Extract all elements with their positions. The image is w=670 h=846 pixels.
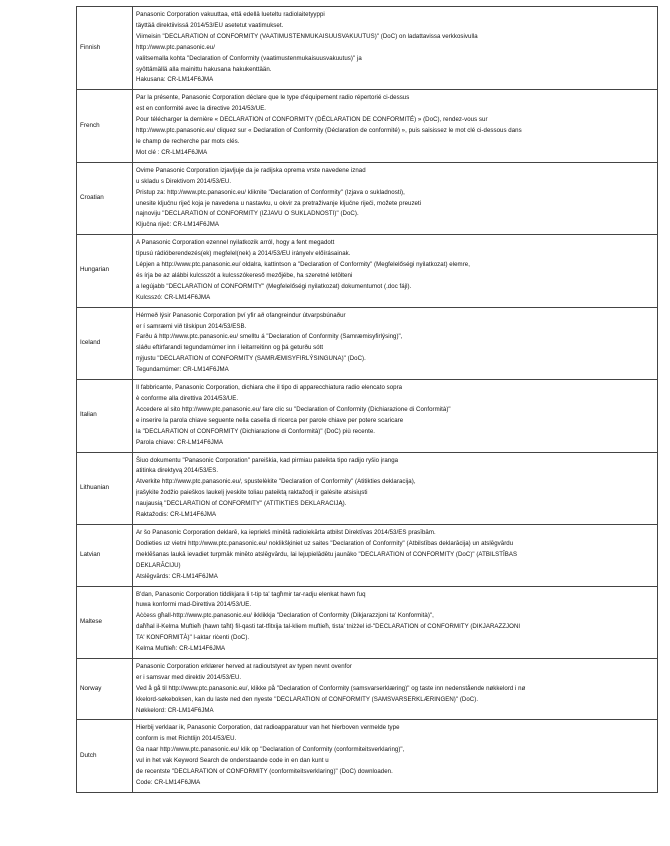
declaration-line: Panasonic Corporation erklærer herved at radioutstyret av typen nevnt ovenfor [136,662,352,670]
language-row [77,586,658,658]
declaration-line: Accedere al sito http://www.ptc.panasonic.eu/ fare clic su "Declaration of Conformity (Dichiarazione di Conformità)" [136,405,451,413]
declaration-line: Ključna riječ: CR-LM14F6JMA [136,221,219,229]
language-row [77,658,658,720]
declaration-line: Parola chiave: CR-LM14F6JMA [136,438,224,446]
declaration-line: Il fabbricante, Panasonic Corporation, dichiara che il tipo di apparecchiatura radio elencato sopra [136,384,403,392]
declaration-line: http://www.ptc.panasonic.eu/ cliquez sur « Declaration of Conformity (Déclaration de conformité) », puis saisissez le mot clé ci-dessous dans [136,127,522,135]
language-row [77,162,658,234]
language-label: Dutch [77,720,133,792]
declaration-line: le champ de recherche par mots clés. [136,137,240,145]
language-label: Finnish [77,7,133,90]
declaration-line: atitinka direktyvą 2014/53/ES. [136,467,219,475]
declaration-line: e inserire la parola chiave seguente nella casella di ricerca per parole chiave per potere scaricare [136,416,404,424]
language-label: Lithuanian [77,452,133,524]
declaration-line: Lépjen a http://www.ptc.panasonic.eu/ oldalra, kattintson a "Declaration of Conformity" (Megfelelőségi nyilatkozat) elemre, [136,261,470,269]
declaration-line: Aċċess għall-http://www.ptc.panasonic.eu/ ikklikkja "Declaration of Conformity (Dikjarazzjoni ta' Konformità)", [136,612,434,620]
declaration-line: Ga naar http://www.ptc.panasonic.eu/ klik op "Declaration of Conformity (conformiteitsverklaring)", [136,746,405,754]
declaration-line: täyttää direktiivissä 2014/53/EU asetetut vaatimukset. [136,21,284,29]
declaration-line: Viimeisin "DECLARATION of CONFORMITY (VAATIMUSTENMUKAISUUSVAKUUTUS)" (DoC) on ladattavissa verkkosivulla [136,32,478,40]
declaration-text [133,307,658,379]
declaration-line: DEKLARĀCIJU) [136,561,181,569]
declaration-line: Pristup za: http://www.ptc.panasonic.eu/ kliknite "Declaration of Conformity" (Izjava o sukladnosti), [136,188,405,196]
language-label: Croatian [77,162,133,234]
declaration-text [133,720,658,792]
declaration-line: meklēšanas laukā ievadiet turpmāk minēto atslēgvārdu, lai lejupielādētu jaunāko "DECLARATION of CONFORMITY (DoC)" (ATBILSTĪBAS [136,550,518,558]
declaration-line: nýjustu "DECLARATION of CONFORMITY (SAMRÆMISYFIRLÝSINGUNA)" (DoC). [136,355,366,363]
declaration-line: unesite ključnu riječ koja je navedena u nastavku, u okvir za pretraživanje ključne riječi, možete preuzeti [136,199,422,207]
declaration-line: naujausią "DECLARATION of CONFORMITY" (ATITIKTIES DEKLARACIJĄ). [136,500,347,508]
declaration-line: er i samsvar med direktiv 2014/53/EU. [136,673,242,681]
declaration-text [133,524,658,586]
declaration-line: Pour télécharger la dernière « DECLARATION of CONFORMITY (DÉCLARATION DE CONFORMITÉ) » (DoC), rendez-vous sur [136,116,488,124]
declaration-line: vul in het vak Keyword Search de onderstaande code in en dan kunt u [136,757,329,765]
declaration-line: conform is met Richtlijn 2014/53/EU. [136,735,237,743]
language-label: Hungarian [77,235,133,307]
declaration-line: įrašykite žodžio paieškos laukelį įveskite toliau pateiktą raktažodį ir galėsite atsisiųsti [136,489,368,497]
declaration-line: Dodieties uz vietni http://www.ptc.panasonic.eu/ noklikšķiniet uz saites "Declaration of Conformity" (Atbilstības deklarācija) un atslēgvārdu [136,539,514,547]
declaration-text [133,658,658,720]
declaration-line: Code: CR-LM14F6JMA [136,779,201,786]
declaration-line: Hakusana: CR-LM14F6JMA [136,76,214,84]
language-row [77,7,658,90]
declaration-line: http://www.ptc.panasonic.eu/ [136,43,215,51]
language-row [77,452,658,524]
language-label: Norway [77,658,133,720]
declaration-line: huwa konformi mad-Direttiva 2014/53/UE. [136,601,252,609]
declaration-line: Panasonic Corporation vakuuttaa, että edellä lueteltu radiolaitetyyppi [136,11,325,18]
declaration-line: Raktažodis: CR-LM14F6JMA [136,511,217,519]
declaration-line: Hérmeð lýsir Panasonic Corporation því yfir að ofangreindur útvarpsbúnaður [136,311,346,319]
declaration-line: Ar šo Panasonic Corporation deklarē, ka iepriekš minētā radioiekārta atbilst Direktīvas 2014/53/ES prasībām. [136,528,436,536]
language-row [77,380,658,452]
declaration-line: Kelma Muftieħ: CR-LM14F6JMA [136,645,226,653]
declaration-line: Par la présente, Panasonic Corporation déclare que le type d'équipement radio répertorié ci-dessus [136,94,410,102]
declaration-line: Atslēgvārds: CR-LM14F6JMA [136,572,218,580]
declaration-line: daħħal il-Kelma Muftieħ (hawn taħt) fil-qasti tat-tfitxija tal-kliem muftieħ, tista' tniżżel id-"DECLARATION of CONFORMITY (DIKJARAZZJONI [136,623,521,631]
declaration-line: è conforme alla direttiva 2014/53/UE. [136,395,239,402]
declaration-line: Ovime Panasonic Corporation izjavljuje da je radijska oprema vrste navedene iznad [136,166,366,174]
declaration-line: Kulcsszó: CR-LM14F6JMA [136,293,211,301]
declaration-line: syöttämällä alla mainittu hakusana hakukenttään. [136,65,272,73]
declaration-line: er í samræmi við tilskipun 2014/53/ESB. [136,322,247,330]
declaration-text [133,7,658,90]
declaration-line: de recentste "DECLARATION of CONFORMITY (conformiteitsverklaring)" (DoC) downloaden. [136,768,393,776]
declaration-line: la "DECLARATION of CONFORMITY (Dichiarazione di Conformità)" (DoC) più recente. [136,427,375,435]
declaration-line: A Panasonic Corporation ezennel nyilatkozik arról, hogy a fent megadott [136,239,335,247]
declaration-table-body [77,7,658,793]
declaration-line: valitsemalla kohta "Declaration of Conformity (vaatimustenmukaisuusvakuutus)" ja [136,54,362,62]
declaration-line: B'dan, Panasonic Corporation tiddikjara li t-tip ta' tagħmir tar-radju elenkat hawn fuq [136,590,366,598]
declaration-line: Tegundarnúmer: CR-LM14F6JMA [136,366,229,374]
language-row [77,720,658,792]
declaration-line: típusú rádióberendezés(ek) megfelel(nek) a 2014/53/EU irányelv előírásainak. [136,250,351,258]
declaration-line: és írja be az alábbi kulcsszót a kulcsszókereső mezőjébe, ha szeretné letölteni [136,271,353,279]
language-label: Maltese [77,586,133,658]
declaration-line: Atverkite http://www.ptc.panasonic.eu/, spustelėkite "Declaration of Conformity" (Atitikties deklaracija), [136,478,416,486]
language-row [77,235,658,307]
declaration-line: u skladu s Direktivom 2014/53/EU. [136,177,232,185]
declaration-line: Farðu á http://www.ptc.panasonic.eu/ smelltu á "Declaration of Conformity (Samræmisyfirlýsing)", [136,333,403,341]
declaration-line: Nøkkelord: CR-LM14F6JMA [136,706,214,714]
language-label: Iceland [77,307,133,379]
declaration-line: est en conformité avec la directive 2014/53/UE. [136,105,267,113]
declaration-text [133,235,658,307]
declaration-line: TA' KONFORMITÀ)" l-aktar riċenti (DoC). [136,634,250,642]
declaration-text [133,162,658,234]
language-label: Latvian [77,524,133,586]
declaration-text [133,452,658,524]
language-label: Italian [77,380,133,452]
declaration-line: sláðu eftirfarandi tegundarnúmer inn í leitarreitinn og þá geturðu sótt [136,344,324,352]
declaration-text [133,586,658,658]
language-row [77,90,658,162]
language-row [77,307,658,379]
declaration-text [133,90,658,162]
declaration-table [76,6,658,793]
declaration-line: Šiuo dokumentu "Panasonic Corporation" pareiškia, kad pirmiau pateikta tipo radijo ryšio įranga [136,456,399,464]
declaration-line: a legújabb "DECLARATION of CONFORMITY" (Megfelelőségi nyilatkozat) dokumentumot (.doc fájl). [136,282,412,290]
declaration-line: Hierbij verklaar ik, Panasonic Corporation, dat radioapparatuur van het hierboven vermelde type [136,724,400,732]
declaration-text [133,380,658,452]
language-label: French [77,90,133,162]
declaration-line: Ved å gå til http://www.ptc.panasonic.eu/, klikke på "Declaration of Conformity (samsvarserklæring)" og taste inn nedenstående nøkkelord i nø [136,684,526,692]
declaration-line: Mot clé : CR-LM14F6JMA [136,148,208,156]
language-row [77,524,658,586]
declaration-line: kkelord-søkeboksen, kan du laste ned den nyeste "DECLARATION of CONFORMITY (SAMSVARSERKLÆRINGEN)" (DoC). [136,695,479,703]
declaration-line: najnoviju "DECLARATION of CONFORMITY (IZJAVU O SUKLADNOSTI)" (DoC). [136,210,359,218]
